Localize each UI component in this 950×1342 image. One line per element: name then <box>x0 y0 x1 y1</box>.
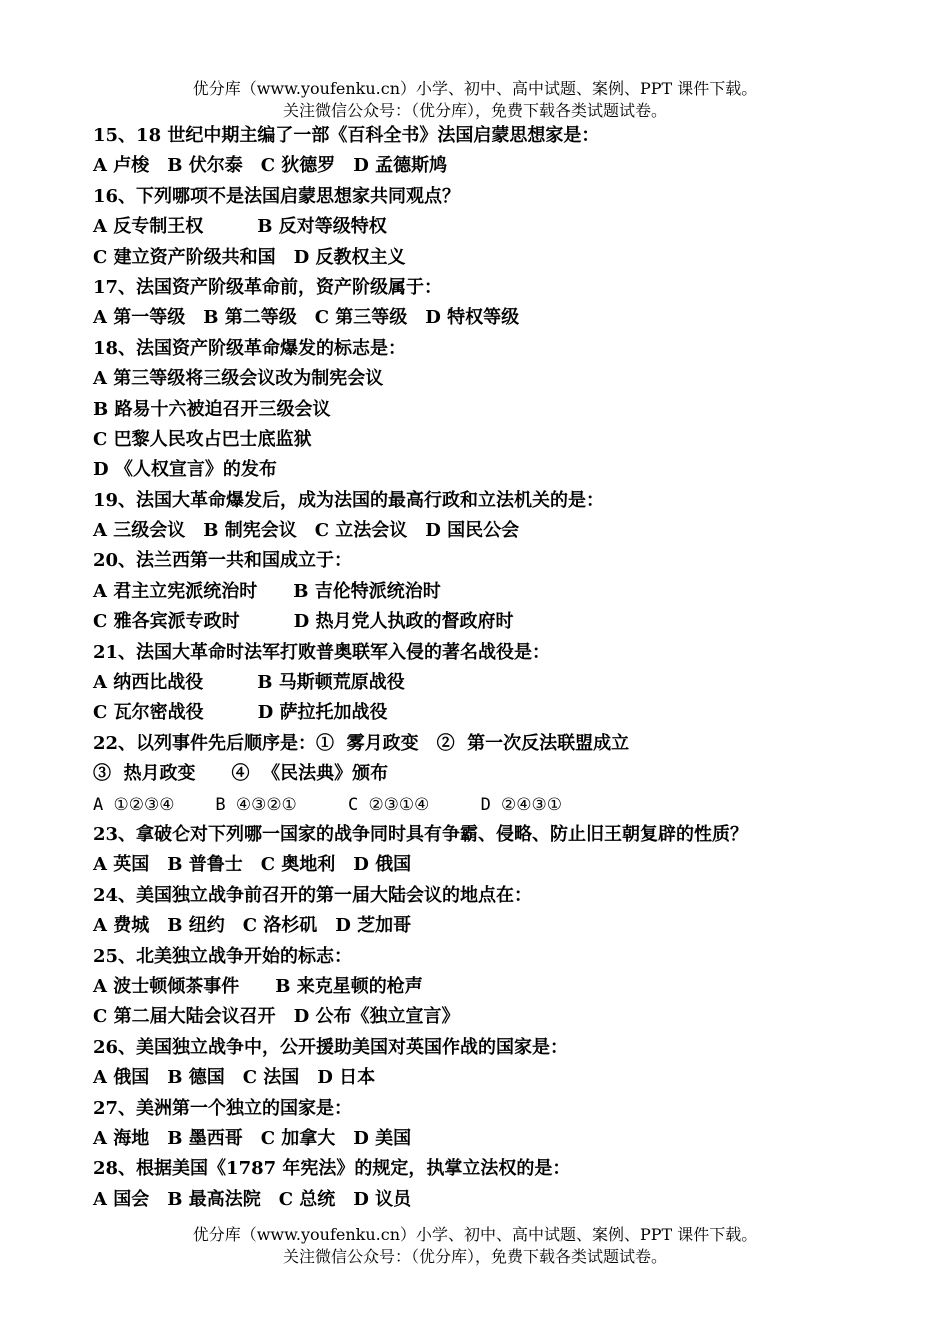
options-16-cd: C 建立资产阶级共和国 D 反教权主义 <box>93 246 406 268</box>
option-18-d: D 《人权宣言》的发布 <box>93 459 277 481</box>
options-25-cd: C 第二届大陆会议召开 D 公布《独立宣言》 <box>93 1006 460 1028</box>
question-15: 15、18 世纪中期主编了一部《百科全书》法国启蒙思想家是： <box>93 125 600 146</box>
option-18-c: C 巴黎人民攻占巴士底监狱 <box>93 428 312 450</box>
question-22-cont: ③ 热月政变 ④ 《民法典》颁布 <box>93 763 389 785</box>
options-27: A 海地 B 墨西哥 C 加拿大 D 美国 <box>93 1127 412 1149</box>
options-24: A 费城 B 纽约 C 洛杉矶 D 芝加哥 <box>93 915 412 937</box>
options-16-ab: A 反专制王权 B 反对等级特权 <box>93 216 387 238</box>
question-28: 28、根据美国《1787 年宪法》的规定，执掌立法权的是： <box>93 1158 571 1180</box>
question-24: 24、美国独立战争前召开的第一届大陆会议的地点在： <box>93 884 533 906</box>
question-16: 16、下列哪项不是法国启蒙思想家共同观点？ <box>93 185 461 207</box>
options-20-cd: C 雅各宾派专政时 D 热月党人执政的督政府时 <box>93 611 514 633</box>
options-26: A 俄国 B 德国 C 法国 D 日本 <box>93 1067 376 1089</box>
options-28: A 国会 B 最高法院 C 总统 D 议员 <box>93 1188 412 1210</box>
options-25-ab: A 波士顿倾茶事件 B 来克星顿的枪声 <box>93 975 423 997</box>
options-21-cd: C 瓦尔密战役 D 萨拉托加战役 <box>93 702 388 724</box>
question-18: 18、法国资产阶级革命爆发的标志是： <box>93 337 407 359</box>
options-20-ab: A 君主立宪派统治时 B 吉伦特派统治时 <box>93 580 441 602</box>
options-21-ab: A 纳西比战役 B 马斯顿荒原战役 <box>93 672 405 694</box>
question-20: 20、法兰西第一共和国成立于： <box>93 550 353 572</box>
header-line-2: 关注微信公众号：（优分库），免费下载各类试题试卷。 <box>282 101 667 120</box>
footer-line-1: 优分库（www.youfenku.cn）小学、初中、高中试题、案例、PPT 课件下载。 <box>192 1225 758 1244</box>
page-header <box>0 78 950 122</box>
question-21: 21、法国大革命时法军打败普奥联军入侵的著名战役是： <box>93 641 551 663</box>
page-footer <box>0 1224 950 1268</box>
options-19: A 三级会议 B 制宪会议 C 立法会议 D 国民公会 <box>93 520 520 542</box>
options-22: A ①②③④ B ④③②① C ②③①④ D ②④③① <box>93 794 563 815</box>
option-18-a: A 第三等级将三级会议改为制宪会议 <box>93 368 384 390</box>
question-23: 23、拿破仑对下列哪一国家的战争同时具有争霸、侵略、防止旧王朝复辟的性质？ <box>93 823 749 845</box>
question-19: 19、法国大革命爆发后，成为法国的最高行政和立法机关的是： <box>93 489 605 511</box>
question-17: 17、法国资产阶级革命前，资产阶级属于： <box>93 276 443 298</box>
question-27: 27、美洲第一个独立的国家是： <box>93 1097 353 1119</box>
question-22: 22、以列事件先后顺序是：① 雾月政变 ② 第一次反法联盟成立 <box>93 732 630 754</box>
footer-line-2: 关注微信公众号：（优分库），免费下载各类试题试卷。 <box>282 1247 667 1266</box>
options-15: A 卢梭 B 伏尔泰 C 狄德罗 D 孟德斯鸠 <box>93 155 448 177</box>
question-25: 25、北美独立战争开始的标志： <box>93 945 353 967</box>
question-26: 26、美国独立战争中，公开援助美国对英国作战的国家是： <box>93 1036 569 1058</box>
header-line-1: 优分库（www.youfenku.cn）小学、初中、高中试题、案例、PPT 课件下载。 <box>192 79 758 98</box>
question-list <box>93 121 893 1215</box>
options-17: A 第一等级 B 第二等级 C 第三等级 D 特权等级 <box>93 307 520 329</box>
option-18-b: B 路易十六被迫召开三级会议 <box>93 398 331 420</box>
options-23: A 英国 B 普鲁士 C 奥地利 D 俄国 <box>93 854 412 876</box>
